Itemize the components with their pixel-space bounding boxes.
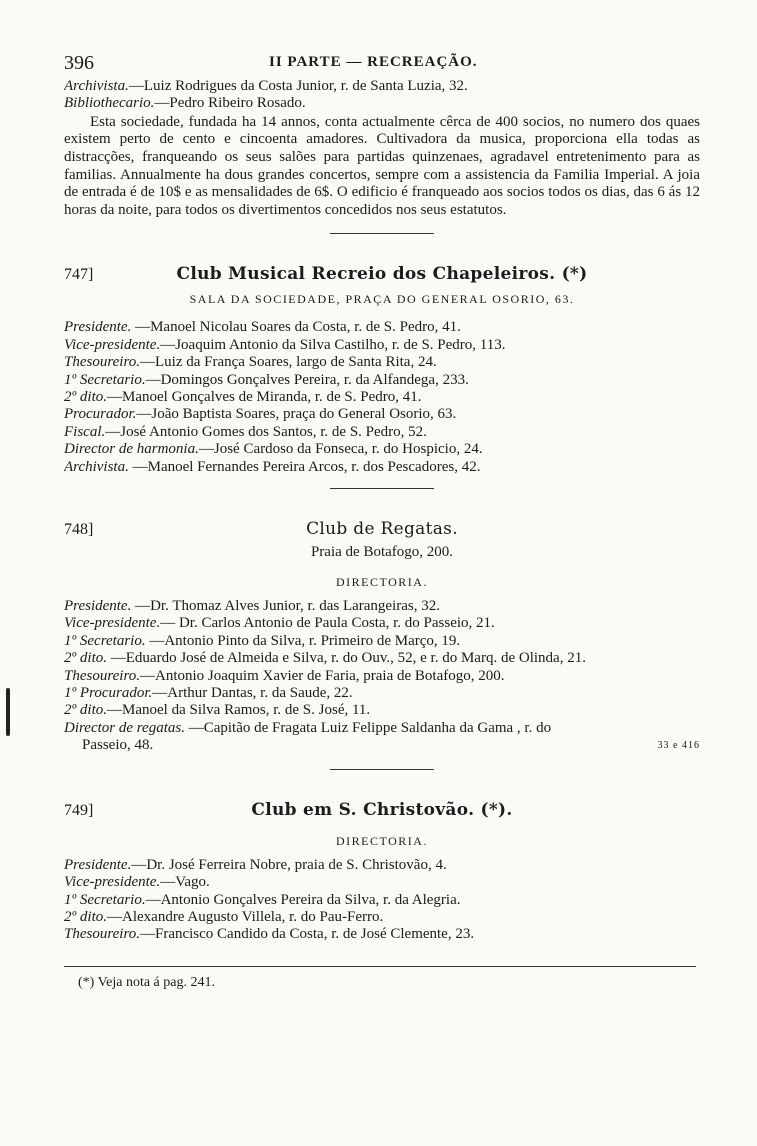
entry-text: —João Baptista Soares, praça do General Osorio, 63. [136,406,457,423]
entry-role: Presidente. [64,856,132,873]
entry-line [64,406,700,423]
entry-role: Fiscal. [64,423,106,440]
entry-role: 1º Procurador. [64,685,153,702]
entry-line [64,874,700,891]
club-title: Club Musical Recreio dos Chapeleiros. (*) [176,264,588,285]
club-number: 747] [64,266,94,284]
entry-role: 2º dito. [64,650,107,667]
club-number: 749] [64,801,94,819]
entry-line [64,337,700,354]
entry-role: 2º dito. [64,908,107,925]
entry-text: —Dr. Thomaz Alves Junior, r. das Larangeiras, 32. [131,598,440,615]
entry-text: —José Antonio Gomes dos Santos, r. de S. Pedro, 52. [105,423,427,440]
section-heading: DIRECTORIA. [336,833,428,848]
entry-text: —Luiz Rodrigues da Costa Junior, r. de Santa Luzia, 32. [128,78,468,94]
entry-line [64,857,700,874]
society-description: Esta sociedade, fundada ha 14 annos, conta actualmente cêrca de 400 socios, no numero dos quaes existem perto de cento e cincoenta amadores. Cultivadora da musica, proporciona ella todas as distracções, franqueando os seus salões para partidas quinzenaes, agradavel entretenimento para as familias. Annualmente ha dous grandes concertos, sempre com a assistencia da Familia Imperial. A joia de entrada é de 10$ e as mensalidades de 6$. O edificio é franqueado aos socios todos os dias, das 6 ás 12 horas da noite, para todos os divertimentos concedidos nos seus estatutos. [64,113,700,218]
club-address: SALA DA SOCIEDADE, PRAÇA DO GENERAL OSORIO, 63. [189,292,575,307]
entry-role: 2º dito. [64,702,107,719]
entry-text: —Capitão de Fragata Luiz Felippe Saldanha da Gama , r. do [184,719,552,736]
entry-line [64,95,700,112]
entry-text: —Arthur Dantas, r. da Saude, 22. [152,685,353,702]
continuation-text: Passeio, 48. [82,737,154,754]
entry-text: —Francisco Candido da Costa, r. de José Clemente, 23. [139,926,475,943]
entry-line [64,459,700,476]
entry-role: Vice-presidente. [64,874,161,891]
entry-role: Thesoureiro. [64,926,140,943]
entry-line [64,720,700,737]
entry-role: Director de regatas. [64,719,185,736]
entry-text: —Luiz da França Soares, largo de Santa Rita, 24. [139,354,437,371]
entry-line [64,441,700,458]
club-title: Club em S. Christovão. (*). [251,799,513,820]
entry-role: Vice-presidente. [64,615,161,632]
entry-role: Archivista. [64,458,129,475]
entry-line [64,685,700,702]
entry-line [64,909,700,926]
section-heading: DIRECTORIA. [336,575,428,590]
entry-text: —Dr. José Ferreira Nobre, praia de S. Christovão, 4. [131,856,447,873]
entry-role: Presidente. [64,319,132,336]
entry-line [64,78,700,95]
entry-role: Presidente. [64,598,132,615]
entry-line [64,633,700,650]
entry-role: Bibliothecario. [64,95,155,112]
entry-role: 1º Secretario. [64,371,146,388]
club-address: Praia de Botafogo, 200. [310,544,454,561]
entry-continuation [64,737,700,754]
entry-line [64,389,700,406]
entry-line [64,354,700,371]
entry-line [64,615,700,632]
entry-role: Procurador. [64,406,137,423]
page-reference: 33 e 416 [657,740,700,752]
entry-text: —Alexandre Augusto Villela, r. do Pau-Ferro. [107,908,384,925]
entry-text: — Dr. Carlos Antonio de Paula Costa, r. do Passeio, 21. [160,615,495,632]
page-header [64,52,700,78]
entry-line [64,598,700,615]
entry-text: —Joaquim Antonio da Silva Castilho, r. de S. Pedro, 113. [160,336,506,353]
entry-role: Thesoureiro. [64,667,140,684]
entry-role: Thesoureiro. [64,354,140,371]
entry-line [64,372,700,389]
entry-text: —Domingos Gonçalves Pereira, r. da Alfandega, 233. [145,371,469,388]
entry-text: —Manoel da Silva Ramos, r. de S. José, 11. [107,702,371,719]
running-title: II PARTE — RECREAÇÃO. [269,54,478,70]
footnote: (*) Veja nota á pag. 241. [78,974,215,990]
entry-text: —Antonio Pinto da Silva, r. Primeiro de Março, 19. [145,632,461,649]
club-number: 748] [64,521,94,539]
club-heading [64,519,700,541]
entry-role: Vice-presidente. [64,336,161,353]
entry-line [64,319,700,336]
entry-role: 2º dito. [64,389,107,405]
entry-role: 1º Secretario. [64,632,146,649]
entry-line [64,892,700,909]
entry-text: —Manoel Gonçalves de Miranda, r. de S. Pedro, 41. [107,389,422,405]
entry-line [64,424,700,441]
entry-text: —Eduardo José de Almeida e Silva, r. do Ouv., 52, e r. do Marq. de Olinda, 21. [107,650,586,667]
entry-line [64,668,700,685]
entry-text: —Manoel Nicolau Soares da Costa, r. de S. Pedro, 41. [131,319,461,336]
entry-line [64,702,700,719]
entry-text: —Pedro Ribeiro Rosado. [154,95,306,112]
entry-text: —Vago. [160,874,210,891]
entry-text: —Antonio Gonçalves Pereira da Silva, r. da Alegria. [145,891,461,908]
entry-role: Director de harmonia. [64,441,199,458]
page [64,52,700,991]
ink-smudge [6,688,10,736]
entry-text: —Manoel Fernandes Pereira Arcos, r. dos Pescadores, 42. [128,458,481,475]
page-number: 396 [64,52,94,74]
entry-line [64,650,700,667]
entry-role: 1º Secretario. [64,891,146,908]
club-title: Club de Regatas. [306,519,458,540]
club-heading [64,800,700,822]
entry-line [64,926,700,943]
entry-text: —Antonio Joaquim Xavier de Faria, praia de Botafogo, 200. [139,667,505,684]
entry-text: —José Cardoso da Fonseca, r. do Hospicio, 24. [198,441,483,458]
club-heading [64,264,700,286]
entry-role: Archivista. [64,78,129,94]
